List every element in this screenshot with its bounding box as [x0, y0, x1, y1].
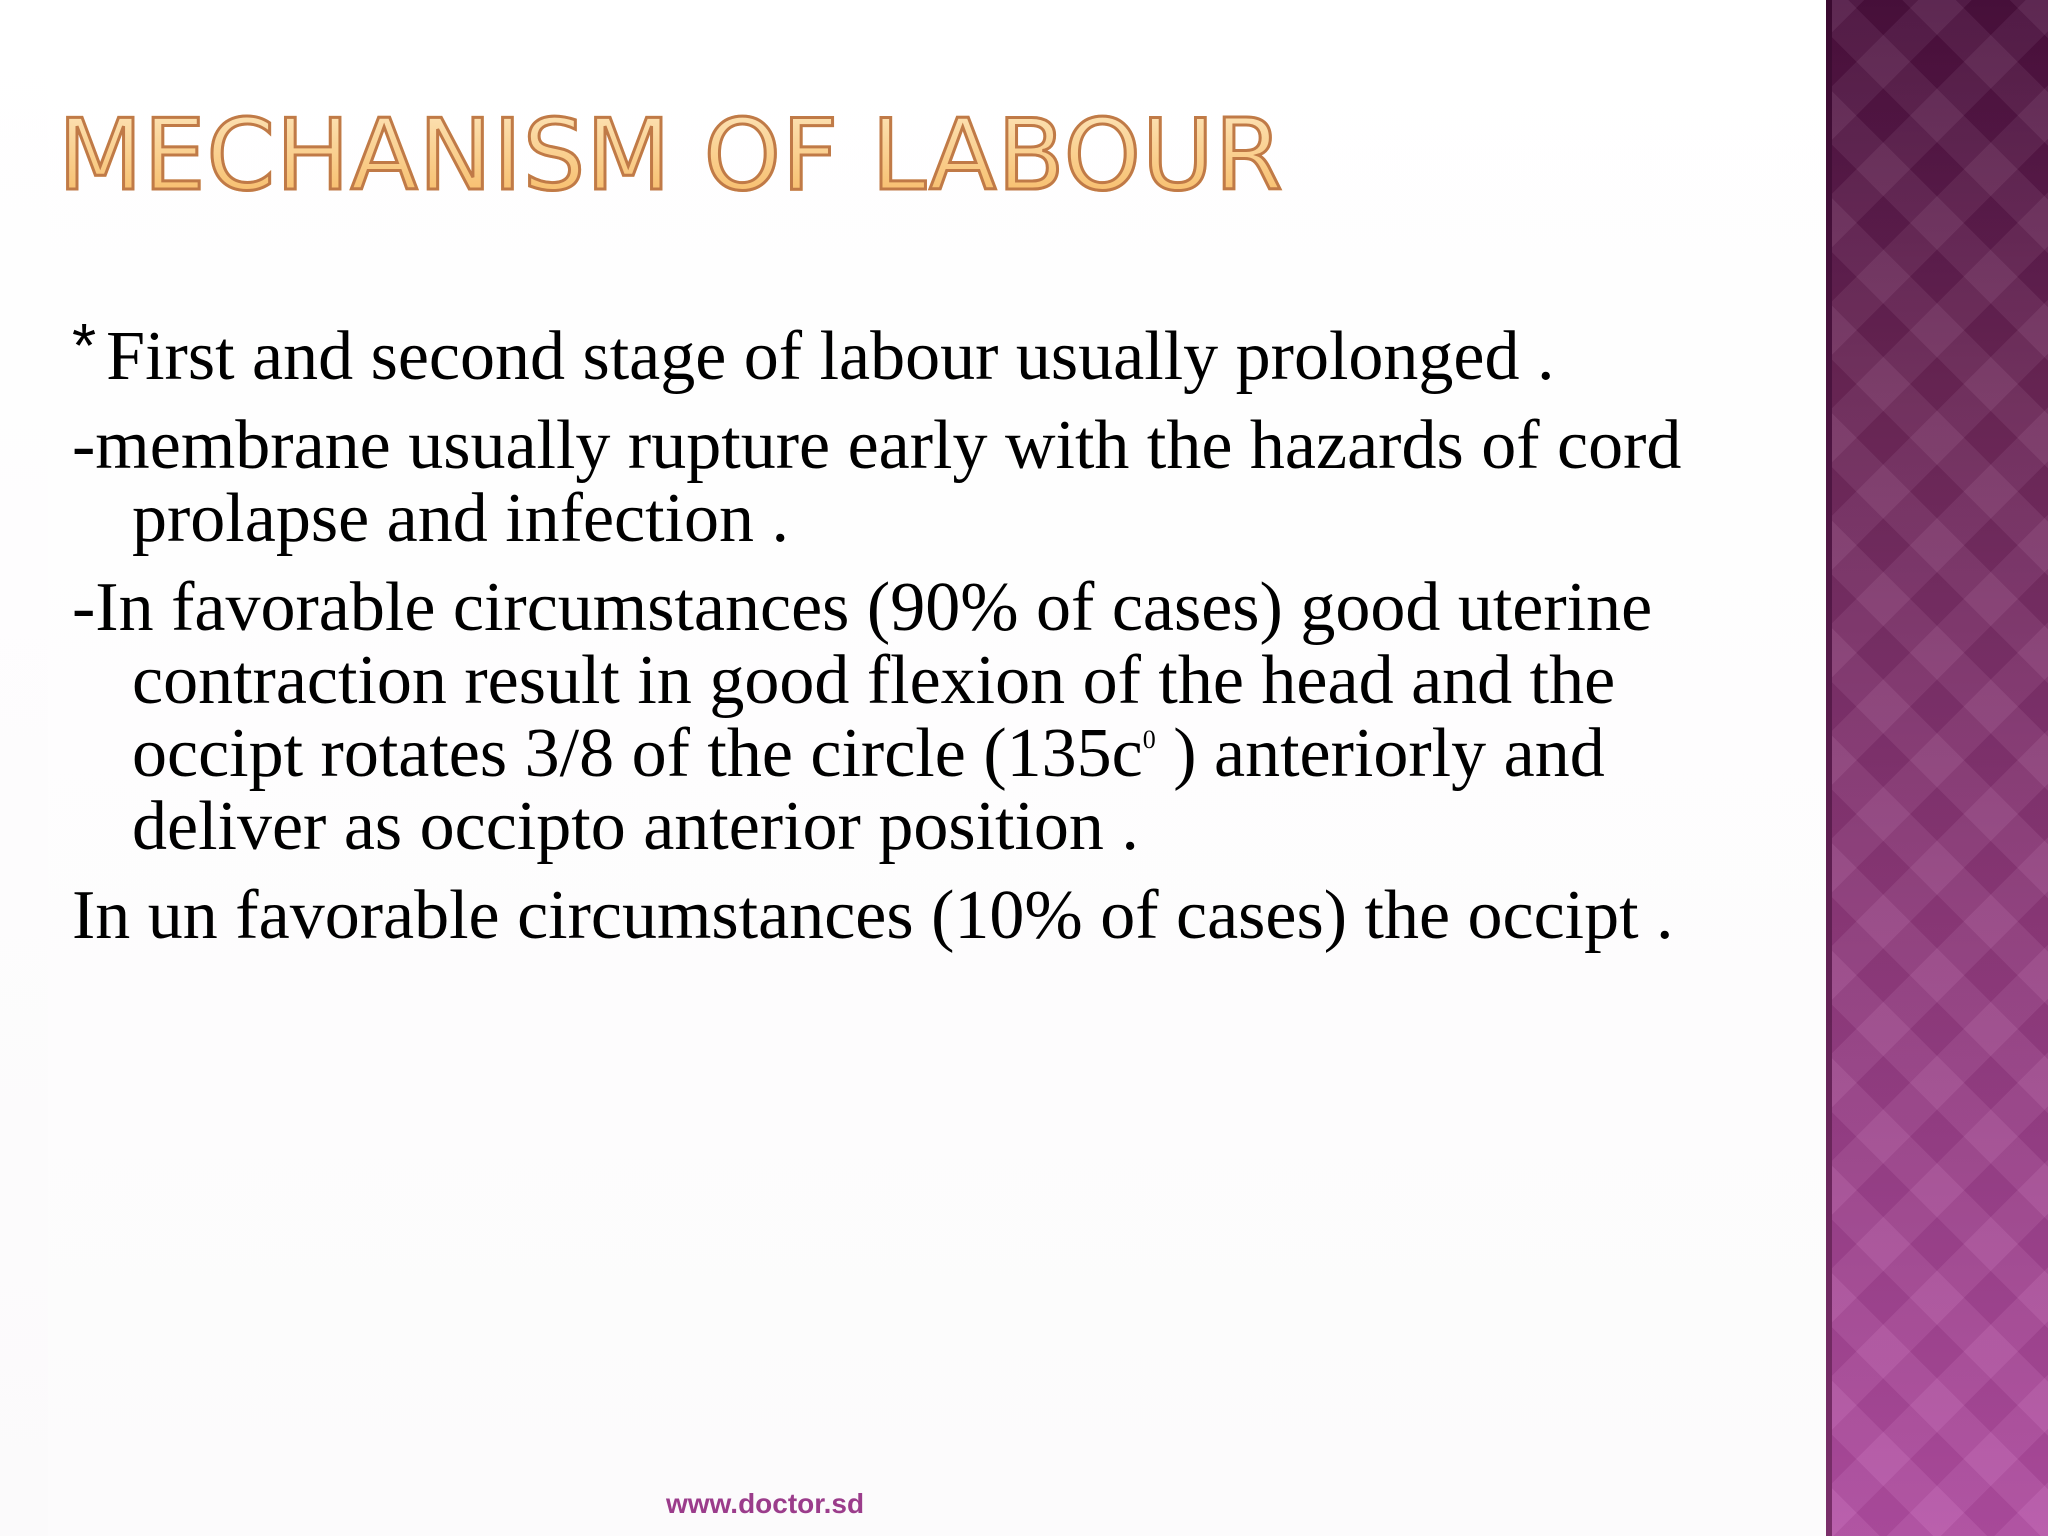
- degree-superscript: 0: [1142, 725, 1156, 754]
- bullet-favorable-circumstances: [72, 571, 1782, 863]
- bullet-text: First and second stage of labour usually prolonged .: [106, 318, 1555, 395]
- bullet-text-start: -In favorable circumstances (90% of cases) good uterine contraction result in good flexion of the head and the occipt rotates 3/8 of the circle (135c: [72, 569, 1653, 792]
- slide-title: MECHANISM OF LABOUR: [58, 96, 1284, 216]
- footer-website-link[interactable]: www.doctor.sd: [666, 1488, 865, 1519]
- side-panel-edge: [1826, 0, 1832, 1536]
- slide-body: [72, 310, 1782, 968]
- bullet-text: In un favorable circumstances (10% of cases) the occipt .: [72, 877, 1674, 954]
- bullet-star-marker: *: [72, 312, 97, 381]
- bullet-stage-prolonged: [72, 310, 1782, 393]
- bullet-unfavorable-circumstances: [72, 879, 1782, 952]
- decorative-side-panel: [1826, 0, 2048, 1536]
- bullet-text-end: ) anteriorly and deliver as occipto anterior position .: [132, 715, 1605, 865]
- bullet-text: -membrane usually rupture early with the hazards of cord prolapse and infection .: [72, 407, 1682, 557]
- bullet-membrane-rupture: [72, 409, 1782, 555]
